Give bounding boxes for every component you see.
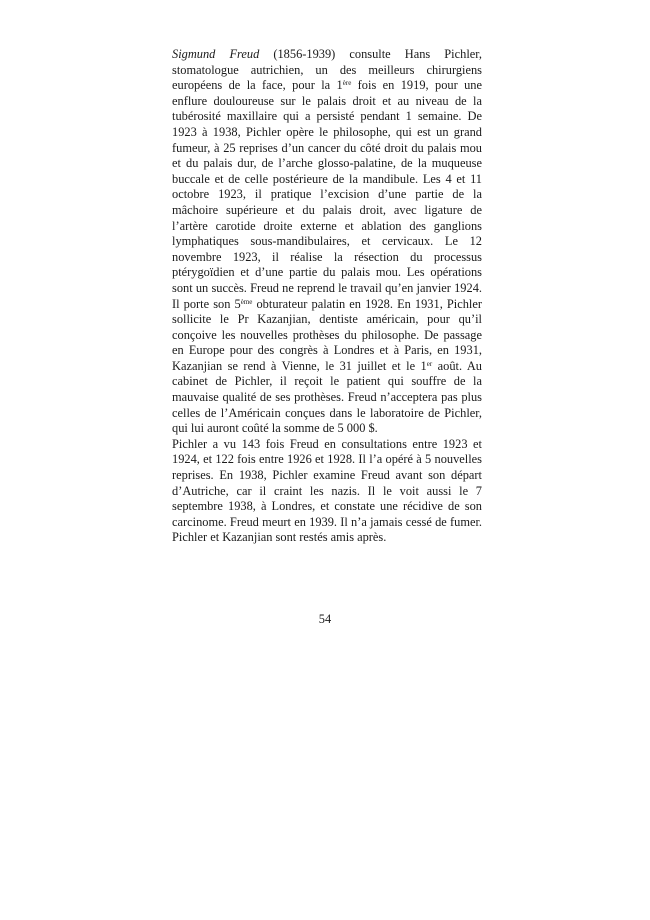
superscript-ere: ère xyxy=(342,79,352,88)
paragraph-1 xyxy=(172,47,482,437)
paragraph-1-text-a: (1856-1939) consulte Hans Pichler, stomatologue autrichien, un des meilleurs chirurgiens européens de la face, pour la 1 xyxy=(172,47,482,93)
paragraph-2: Pichler a vu 143 fois Freud en consultations entre 1923 et 1924, et 122 fois entre 1926 et 1928. Il l’a opéré à 5 nouvelles reprises. En 1938, Pichler examine Freud avant son départ d’Autriche, car il craint les nazis. Il le voit aussi le 7 septembre 1938, à Londres, et constate une récidive de son carcinome. Freud meurt en 1939. Il n’a jamais cessé de fumer. Pichler et Kazanjian sont restés amis après. xyxy=(172,436,482,545)
body-text xyxy=(172,47,482,546)
superscript-eme: ème xyxy=(240,297,253,306)
page-number: 54 xyxy=(318,612,332,626)
paragraph-1-text-d: août. Au cabinet de Pichler, il reçoit le patient qui souffre de la mauvaise qualité de ses prothèses. Freud n’acceptera pas plus celles de l’Américain conçues dans le laboratoire de Pichler, qui lui auront coûté la somme de 5 000 $. xyxy=(172,358,483,436)
paragraph-1-text-c: obturateur palatin en 1928. En 1931, Pichler sollicite le Pr Kazanjian, dentiste américain, pour qu’il conçoive les nouvelles prothèses du philosophe. De passage en Europe pour des congrès à Londres et à Paris, en 1931, Kazanjian se rend à Vienne, le 31 juillet et le 1 xyxy=(172,296,482,373)
paragraph-1-text-b: fois en 1919, pour une enflure douloureuse sur le palais droit et au niveau de la tubérosité maxillaire qui a persisté pendant 1 semaine. De 1923 à 1938, Pichler opère le philosophe, qui est un grand fumeur, à 25 reprises d’un cancer du côté droit du palais mou et du palais dur, de l’arche glosso-palatine, de la muqueuse buccale et de celle postérieure de la mandibule. Les 4 et 11 octobre 1923, il pratique l’excision d’une partie de la mâchoire supérieure et du palais droit, avec ligature de l’artère carotide droite externe et ablation des ganglions lymphatiques sous-mandibulaires, et cervicaux. Le 12 novembre 1923, il réalise la résection du processus ptérygoïdien et d’une partie du palais mou. Les opérations sont un succès. Freud ne reprend le travail qu’en janvier 1924. Il porte son 5 xyxy=(172,78,482,311)
superscript-er: er xyxy=(426,359,433,368)
author-name: Sigmund Freud xyxy=(172,47,260,61)
